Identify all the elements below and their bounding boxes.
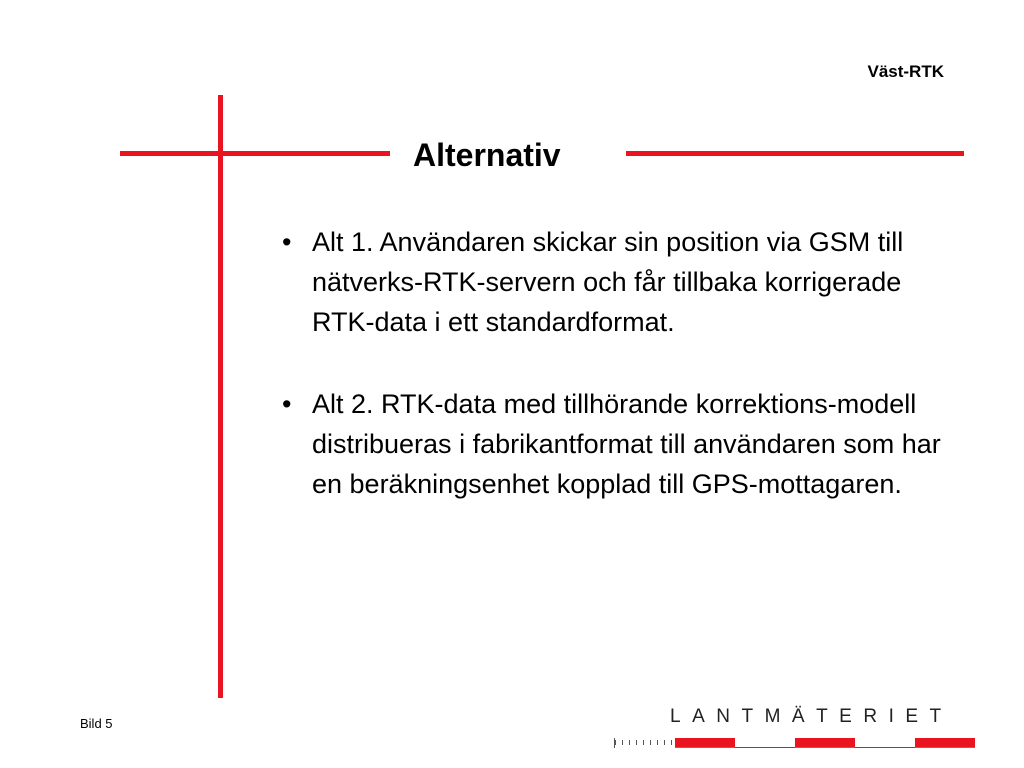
- header-label: Väst-RTK: [867, 62, 944, 81]
- slide-number: Bild 5: [80, 716, 113, 731]
- logo-bar-segment: [795, 738, 855, 748]
- slide-title: Alternativ: [413, 137, 561, 173]
- lantmateriet-logo-bar: [614, 738, 975, 748]
- title-rule-right: [626, 151, 964, 156]
- logo-bar-segment: [675, 738, 735, 748]
- logo-bar-segment: [915, 738, 975, 748]
- bullet-text: Alt 1. Användaren skickar sin position via GSM till nätverks-RTK-servern och får tillbaka korrigerade RTK-data i ett standardformat.: [312, 227, 904, 337]
- logo-bar-segment: [735, 738, 795, 748]
- vertical-rule: [218, 95, 223, 698]
- bullet-text: Alt 2. RTK-data med tillhörande korrektions-modell distribueras i fabrikantformat till användaren som har en beräkningsenhet kopplad till GPS-mottagaren.: [312, 389, 941, 499]
- bullet-marker: •: [282, 389, 292, 419]
- bullet-marker: •: [282, 227, 292, 257]
- bullet-item: [270, 384, 970, 504]
- title-rule-left: [120, 151, 390, 156]
- lantmateriet-logo-text: LANTMÄTERIET: [670, 706, 953, 727]
- bullet-list: [270, 222, 970, 546]
- logo-bar-ruler: [614, 738, 675, 748]
- logo-bar-segment: [855, 738, 915, 748]
- bullet-item: [270, 222, 970, 342]
